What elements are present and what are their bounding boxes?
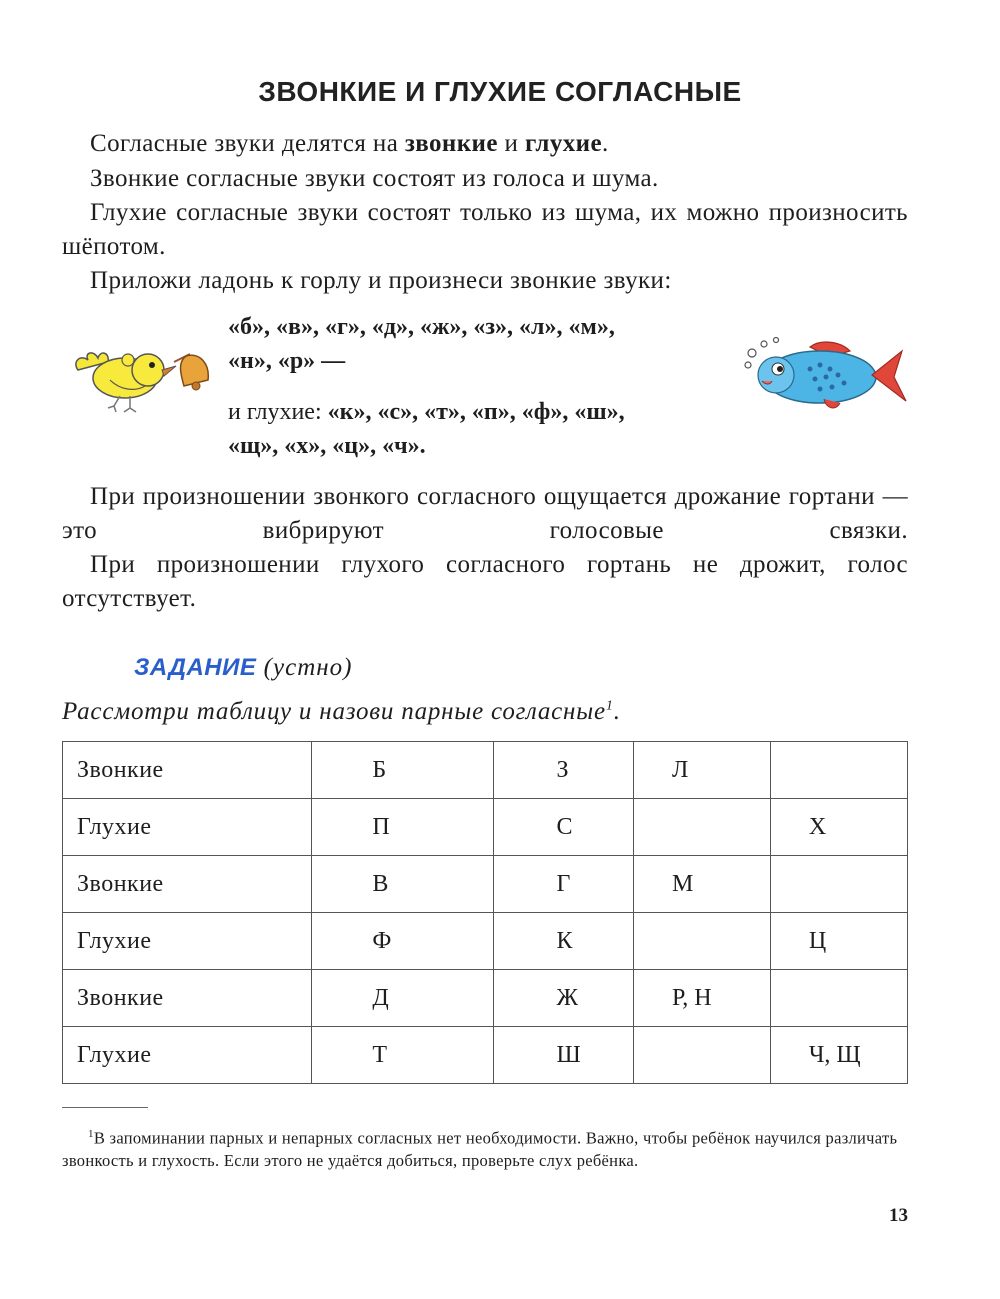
- footnote: $^1$В запоминании парных и непарных согласных нет необходимости. Важно, чтобы ребёнок научился различать звонкость и глухость. Если этого не удаётся добиться, проверьте слух ребёнка.: [62, 1128, 898, 1170]
- intro-paragraph-1: Согласные звуки делятся на звонкие и глухие.: [90, 130, 609, 157]
- intro-paragraph-3: Глухие согласные звуки состоят только из шума, их можно произносить шёпотом.: [62, 199, 908, 260]
- fish-with-bubbles-icon: [740, 335, 910, 415]
- bird-with-bell-icon: [70, 340, 220, 415]
- voiceless-label: и глухие:: [228, 399, 328, 425]
- intro-paragraph-4: Приложи ладонь к горлу и произнеси звонкие звуки:: [90, 267, 672, 294]
- task-instruction: Рассмотри таблицу и назови парные согласные$^1$.: [62, 698, 621, 725]
- table-row: Глухие Т Ш Ч, Щ: [63, 1027, 908, 1084]
- footnote-ref: 1: [605, 698, 614, 714]
- consonant-pairs-table: [62, 741, 908, 1084]
- table-row: Звонкие Б З Л: [63, 742, 908, 799]
- table-row: Глухие Ф К Ц: [63, 913, 908, 970]
- page-number: 13: [889, 1205, 908, 1226]
- task-keyword: ЗАДАНИЕ: [134, 654, 257, 681]
- explanation-paragraph-1: При произношении звонкого согласного ощущается дрожание гортани — это вибрируют голосовые связки.: [62, 483, 908, 544]
- explanation-paragraph-2: При произношении глухого согласного гортань не дрожит, голос отсутствует.: [62, 551, 908, 612]
- voiced-sounds-list: «б», «в», «г», «д», «ж», «з», «л», «м», «н», «р» —: [228, 314, 615, 374]
- table-row: Звонкие В Г М: [63, 856, 908, 913]
- table-row: Глухие П С Х: [63, 799, 908, 856]
- term-voiceless: глухие: [524, 130, 602, 157]
- task-heading: ЗАДАНИЕ (устно): [134, 654, 353, 681]
- intro-paragraph-2: Звонкие согласные звуки состоят из голоса и шума.: [90, 165, 659, 192]
- footnote-divider: [62, 1107, 148, 1108]
- voiceless-sounds-list: и глухие: «к», «с», «т», «п», «ф», «ш», «щ», «х», «ц», «ч».: [228, 399, 625, 459]
- page-title: ЗВОНКИЕ И ГЛУХИЕ СОГЛАСНЫЕ: [258, 76, 742, 107]
- footnote-mark: 1: [88, 1128, 94, 1140]
- term-voiced: звонкие: [404, 130, 498, 157]
- table-row: Звонкие Д Ж Р, Н: [63, 970, 908, 1027]
